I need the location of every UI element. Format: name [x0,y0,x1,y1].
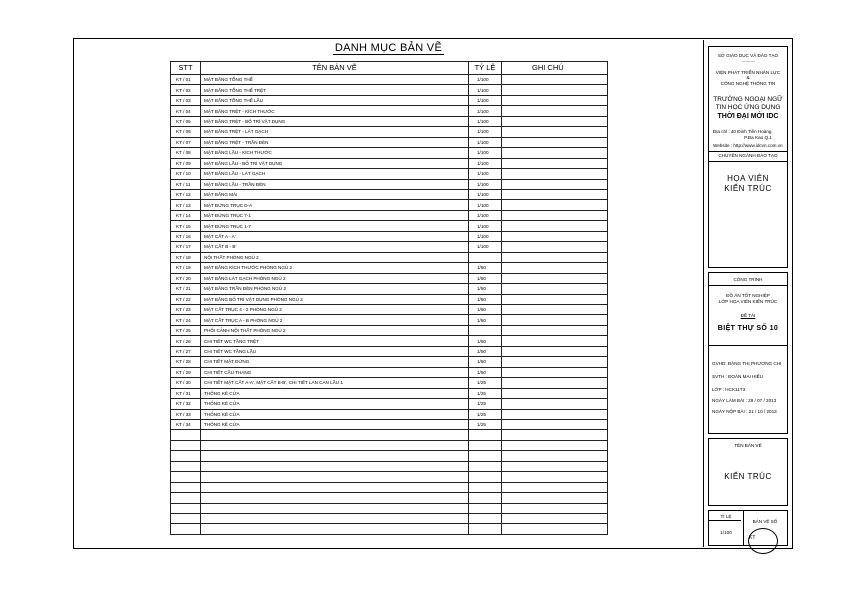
empty-cell [469,472,502,482]
row-name: MẶT BẰNG TRẦN ĐÈN PHÒNG NGỦ 2 [201,284,469,294]
row-note [502,294,608,304]
drawing-list-table [170,61,608,535]
empty-cell [469,430,502,440]
scale-label: TỈ LỆ [720,514,732,519]
row-note [502,325,608,335]
empty-cell [469,514,502,524]
table-row [171,399,608,409]
row-stt: KT / 11 [171,179,201,189]
project-label: CÔNG TRÌNH [733,277,763,282]
row-scale [469,252,502,262]
row-name: MẶT ĐỨNG TRỤC D-A [201,200,469,210]
row-scale: 1/100 [469,179,502,189]
row-note [502,189,608,199]
project-line2: LỚP HỌA VIÊN KIẾN TRÚC [718,299,778,304]
row-name: MẶT BẰNG LẦU - KÍCH THƯỚC [201,148,469,158]
row-name: MẶT BẰNG LẦU - TRẦN ĐÈN [201,179,469,189]
empty-cell [201,430,469,440]
row-name: MẶT BẰNG LẦU - BỐ TRÍ VẬT DỤNG [201,158,469,168]
empty-cell [201,451,469,461]
sheet-number-circle [748,528,778,554]
empty-row [171,461,608,471]
row-stt: KT / 03 [171,95,201,105]
header-stt: STT [171,62,201,75]
table-row [171,336,608,346]
row-note [502,242,608,252]
row-stt: KT / 12 [171,189,201,199]
row-name: MẶT ĐỨNG TRỤC 7-1 [201,210,469,220]
row-scale: 1/50 [469,273,502,283]
table-header-row [171,62,608,75]
empty-cell [201,493,469,503]
table-row [171,325,608,335]
row-note [502,346,608,356]
institute-amp: & [746,75,750,80]
table-row [171,148,608,158]
row-scale: 1/100 [469,158,502,168]
table-row [171,169,608,179]
project-line1: ĐỒ ÁN TỐT NGHIỆP [726,293,770,298]
row-scale: 1/50 [469,304,502,314]
row-stt: KT / 24 [171,315,201,325]
table-row [171,189,608,199]
row-stt: KT / 28 [171,357,201,367]
row-stt: KT / 09 [171,158,201,168]
school-line3: THỜI ĐẠI MỚI IDC [717,113,779,120]
empty-cell [201,482,469,492]
row-stt: KT / 02 [171,85,201,95]
table-row [171,419,608,429]
row-stt: KT / 32 [171,399,201,409]
empty-cell [502,472,608,482]
row-note [502,137,608,147]
table-row [171,263,608,273]
empty-cell [502,482,608,492]
row-note [502,399,608,409]
empty-cell [171,503,201,513]
row-stt: KT / 26 [171,336,201,346]
page-title: DANH MỤC BẢN VẼ [334,42,443,54]
row-stt: KT / 15 [171,221,201,231]
table-row [171,304,608,314]
empty-cell [201,440,469,450]
table-row [171,378,608,388]
major-line2: KIẾN TRÚC [724,184,772,193]
row-name: MẶT BẰNG BỐ TRÍ VẬT DỤNG PHÒNG NGỦ 2 [201,294,469,304]
table-row [171,284,608,294]
row-scale: 1/50 [469,357,502,367]
row-stt: KT / 19 [171,263,201,273]
row-scale: 1/100 [469,210,502,220]
row-scale: 1/100 [469,148,502,158]
sheet-label: BẢN VẼ SỐ [752,519,778,524]
empty-row [171,451,608,461]
row-note [502,367,608,377]
row-scale: 1/25 [469,399,502,409]
scale-value: 1/100 [720,530,732,535]
table-row [171,95,608,105]
row-name: MẶT BẰNG LẦU - LÁT GẠCH [201,169,469,179]
institute-line1: VIỆN PHÁT TRIỂN NHÂN LỰC [715,70,781,75]
row-name: MẶT BẰNG TỔNG THỂ [201,75,469,85]
row-scale: 1/100 [469,242,502,252]
row-note [502,419,608,429]
row-scale: 1/25 [469,388,502,398]
table-row [171,409,608,419]
row-name: CHI TIẾT WC TẦNG TRỆT [201,336,469,346]
row-name: THỐNG KÊ CỬA [201,419,469,429]
row-scale: 1/25 [469,409,502,419]
row-note [502,388,608,398]
row-stt: KT / 17 [171,242,201,252]
row-stt: KT / 06 [171,127,201,137]
table-row [171,106,608,116]
row-name: MẶT CẮT TRỤC 4 - 2 PHÒNG NGỦ 2 [201,304,469,314]
row-name: MẶT BẰNG LÁT GẠCH PHÒNG NGỦ 2 [201,273,469,283]
class-text: LỚP : HCK11T3 [712,387,746,392]
row-scale: 1/100 [469,116,502,126]
row-note [502,231,608,241]
major-label: CHUYÊN NGÀNH ĐÀO TẠO [718,153,778,158]
row-note [502,378,608,388]
empty-cell [502,503,608,513]
empty-cell [171,461,201,471]
table-body [171,75,608,535]
empty-cell [171,493,201,503]
row-stt: KT / 08 [171,148,201,158]
empty-cell [201,472,469,482]
address-line2: P.Đa Kao Q.1 [744,135,772,140]
row-scale: 1/50 [469,315,502,325]
dashes-text: ---------- [741,58,755,63]
row-note [502,336,608,346]
row-note [502,179,608,189]
row-note [502,284,608,294]
row-name: MẶT BẰNG TRỆT - LÁT GẠCH [201,127,469,137]
submit-date-text: NGÀY NỘP BÀI : 21 / 10 / 2013 [712,409,777,414]
row-stt: KT / 10 [171,169,201,179]
row-note [502,169,608,179]
row-name: CHI TIẾT MẶT CẮT A-A', MẶT CẮT B-B', CHI TIẾT LAN CAN LẦU 1 [201,378,469,388]
row-scale: 1/50 [469,336,502,346]
empty-cell [502,514,608,524]
school-box [708,46,788,268]
row-note [502,357,608,367]
row-name: MẶT ĐỨNG TRỤC 1-7 [201,221,469,231]
row-stt: KT / 33 [171,409,201,419]
row-name: THỐNG KÊ CỬA [201,399,469,409]
empty-cell [171,440,201,450]
row-name: CHI TIẾT MẶT ĐỨNG [201,357,469,367]
table-row [171,85,608,95]
sheet-number: ..... [749,545,756,551]
row-note [502,158,608,168]
drawing-name-text: KIẾN TRÚC [724,472,772,481]
header-note: GHI CHÚ [502,62,608,75]
empty-cell [469,440,502,450]
table-row [171,231,608,241]
row-scale: 1/50 [469,294,502,304]
row-name: CHI TIẾT CẦU THANG [201,367,469,377]
row-name: NỘI THẤT PHÒNG NGỦ 2 [201,252,469,262]
row-note [502,85,608,95]
school-line1: TRƯỜNG NGOẠI NGỮ [713,96,783,103]
row-stt: KT / 29 [171,367,201,377]
empty-cell [469,503,502,513]
header-name: TÊN BẢN VẼ [201,62,469,75]
row-scale: 1/100 [469,75,502,85]
empty-cell [469,493,502,503]
empty-cell [171,482,201,492]
row-scale [469,325,502,335]
row-name: PHỐI CẢNH NỘI THẤT PHÒNG NGỦ 2 [201,325,469,335]
row-stt: KT / 18 [171,252,201,262]
row-scale: 1/100 [469,127,502,137]
row-scale: 1/50 [469,263,502,273]
row-scale: 1/100 [469,106,502,116]
empty-cell [201,503,469,513]
empty-cell [502,430,608,440]
dept-text: SỞ GIÁO DỤC VÀ ĐÀO TẠO [717,53,779,58]
row-name: MẶT BẰNG KÍCH THƯỚC PHÒNG NGỦ 2 [201,263,469,273]
empty-cell [201,524,469,534]
row-stt: KT / 04 [171,106,201,116]
empty-row [171,514,608,524]
empty-cell [201,514,469,524]
empty-cell [201,461,469,471]
empty-row [171,503,608,513]
row-scale: 1/25 [469,419,502,429]
row-stt: KT / 01 [171,75,201,85]
table-row [171,346,608,356]
gvhd-text: GVHD: ĐẶNG THỊ PHƯƠNG CHI [712,361,782,366]
svth-text: SVTH : ĐOÀN MAI HIẾU [712,374,764,379]
row-note [502,263,608,273]
row-stt: KT / 27 [171,346,201,356]
row-scale: 1/100 [469,231,502,241]
row-scale: 1/50 [469,367,502,377]
empty-cell [171,524,201,534]
row-stt: KT / 14 [171,210,201,220]
row-name: MẶT BẰNG MÁI [201,189,469,199]
empty-cell [469,451,502,461]
table-row [171,242,608,252]
empty-cell [469,482,502,492]
topic-label: ĐỀ TÀI [740,313,756,318]
empty-cell [502,524,608,534]
row-note [502,315,608,325]
topic-text: BIỆT THỰ SỐ 10 [717,325,779,332]
row-stt: KT / 20 [171,273,201,283]
row-note [502,273,608,283]
row-name: MẶT CẮT TRỤC A - B PHÒNG NGỦ 2 [201,315,469,325]
empty-cell [502,440,608,450]
row-scale: 1/100 [469,200,502,210]
row-name: MẶT BẰNG TRỆT - TRẦN ĐÈN [201,137,469,147]
row-scale: 1/100 [469,137,502,147]
row-stt: KT / 25 [171,325,201,335]
major-line1: HỌA VIÊN [727,174,769,183]
table-row [171,221,608,231]
empty-row [171,430,608,440]
row-name: MẶT BẰNG TRỆT - KÍCH THƯỚC [201,106,469,116]
row-scale: 1/50 [469,346,502,356]
school-line2: TIN HỌC ỨNG DỤNG [715,104,781,111]
row-stt: KT / 30 [171,378,201,388]
empty-cell [171,451,201,461]
table-row [171,357,608,367]
row-name: MẶT BẰNG TỔNG THỂ LẦU [201,95,469,105]
sheet-code: KT [749,535,756,541]
table-row [171,200,608,210]
drawing-name-label: TÊN BẢN VẼ [734,443,762,448]
row-note [502,75,608,85]
row-note [502,127,608,137]
row-stt: KT / 21 [171,284,201,294]
empty-cell [502,493,608,503]
row-scale: 1/100 [469,95,502,105]
row-scale: 1/100 [469,189,502,199]
row-stt: KT / 07 [171,137,201,147]
row-stt: KT / 34 [171,419,201,429]
table-row [171,116,608,126]
project-box [708,272,788,434]
row-stt: KT / 16 [171,231,201,241]
row-note [502,221,608,231]
title-block [703,40,791,551]
row-scale: 1/100 [469,169,502,179]
empty-row [171,440,608,450]
row-note [502,148,608,158]
table-row [171,294,608,304]
row-name: MẶT CẮT B - B' [201,242,469,252]
row-scale: 1/100 [469,221,502,231]
table-row [171,252,608,262]
empty-cell [502,461,608,471]
empty-row [171,472,608,482]
row-note [502,106,608,116]
header-scale: TỶ LỆ [469,62,502,75]
table-row [171,273,608,283]
row-note [502,200,608,210]
table-row [171,137,608,147]
row-stt: KT / 31 [171,388,201,398]
empty-cell [469,524,502,534]
row-name: THỐNG KÊ CỬA [201,388,469,398]
institute-line2: CÔNG NGHỆ THÔNG TIN [720,81,776,86]
row-note [502,95,608,105]
row-name: MẶT BẰNG TRỆT - BỐ TRÍ VẬT DỤNG [201,116,469,126]
row-note [502,210,608,220]
empty-row [171,524,608,534]
empty-cell [171,514,201,524]
row-name: CHI TIẾT WC TẦNG LẦU [201,346,469,356]
row-stt: KT / 05 [171,116,201,126]
empty-row [171,482,608,492]
row-stt: KT / 22 [171,294,201,304]
empty-cell [469,461,502,471]
row-name: MẶT BẰNG TỔNG THỂ TRỆT [201,85,469,95]
table-row [171,315,608,325]
row-note [502,409,608,419]
table-row [171,388,608,398]
row-stt: KT / 23 [171,304,201,314]
table-row [171,367,608,377]
row-note [502,304,608,314]
row-note [502,252,608,262]
table-row [171,210,608,220]
empty-cell [502,451,608,461]
table-row [171,158,608,168]
row-stt: KT / 13 [171,200,201,210]
website-text: Website : http://www.idcvn.com.vn [713,143,783,148]
drawing-name-box [708,438,788,506]
table-row [171,75,608,85]
empty-cell [171,472,201,482]
table-row [171,179,608,189]
table-row [171,127,608,137]
empty-cell [171,430,201,440]
empty-row [171,493,608,503]
row-name: MẶT CẮT A - A' [201,231,469,241]
row-name: THỐNG KÊ CỬA [201,409,469,419]
address-line1: Địa chỉ : 40 Đinh Tiên Hoàng [713,129,772,134]
row-scale: 1/100 [469,85,502,95]
row-note [502,116,608,126]
row-scale: 1/50 [469,284,502,294]
start-date-text: NGÀY LÀM BÀI : 29 / 07 / 2013 [712,398,777,403]
row-scale: 1/25 [469,378,502,388]
